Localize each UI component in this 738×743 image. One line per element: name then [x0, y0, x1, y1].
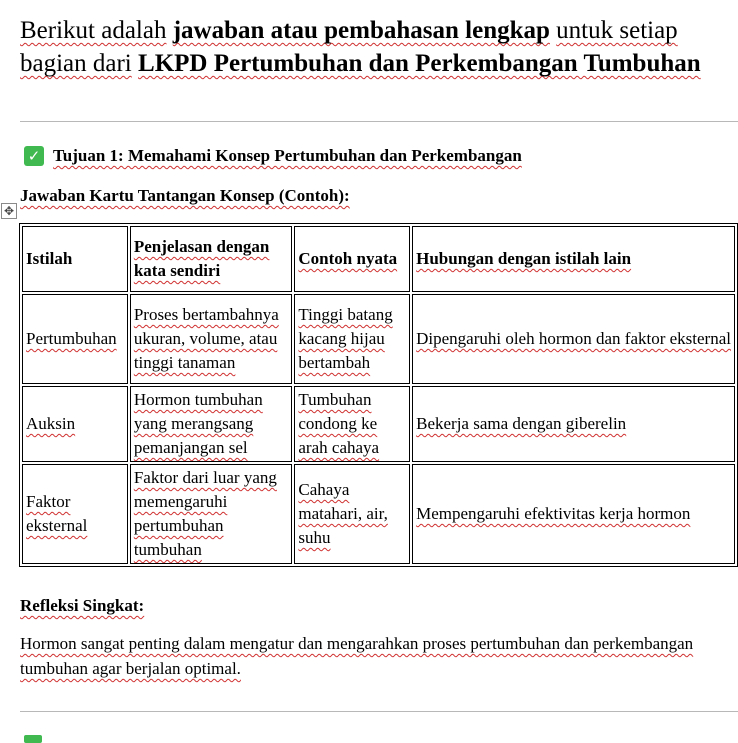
header-cell-penjelasan: Penjelasan dengan kata sendiri	[130, 226, 293, 292]
header-cell-hubungan: Hubungan dengan istilah lain	[412, 226, 735, 292]
concept-challenge-table	[19, 223, 738, 567]
table-cell: Dipengaruhi oleh hormon dan faktor eksternal	[412, 294, 735, 384]
table-cell: Tinggi batang kacang hijau bertambah	[294, 294, 410, 384]
table-cell: Mempengaruhi efektivitas kerja hormon	[412, 464, 735, 564]
intro-paragraph	[20, 14, 738, 80]
table-cell: Pertumbuhan	[22, 294, 128, 384]
table-cell: Bekerja sama dengan giberelin	[412, 386, 735, 462]
intro-line-1	[20, 14, 738, 47]
section-heading-tujuan-1	[24, 146, 522, 166]
intro-text-3: bagian dari	[20, 50, 132, 77]
table-row	[22, 464, 735, 564]
table-cell: Hormon tumbuhan yang merangsang pemanjangan sel	[130, 386, 293, 462]
table-cell: Faktor dari luar yang memengaruhi pertumbuhan tumbuhan	[130, 464, 293, 564]
intro-line-2	[20, 47, 738, 80]
move-arrows-icon[interactable]: ✥	[1, 203, 17, 219]
check-mark-button-icon	[24, 735, 42, 743]
table-row	[22, 386, 735, 462]
check-mark-button-icon: ✓	[24, 146, 44, 166]
table-header-row	[22, 226, 735, 292]
table-cell: Proses bertambahnya ukuran, volume, atau tinggi tanaman	[130, 294, 293, 384]
table-title: Jawaban Kartu Tantangan Konsep (Contoh):	[20, 186, 350, 205]
horizontal-divider	[20, 121, 738, 122]
intro-text-1: Berikut adalah	[20, 17, 167, 44]
table-cell: Auksin	[22, 386, 128, 462]
table-row	[22, 294, 735, 384]
header-cell-istilah: Istilah	[22, 226, 128, 292]
horizontal-divider	[20, 711, 738, 712]
intro-text-2: untuk setiap	[556, 17, 678, 44]
section-heading-text: Tujuan 1: Memahami Konsep Pertumbuhan dan Perkembangan	[53, 146, 522, 165]
table-cell: Faktor eksternal	[22, 464, 128, 564]
header-cell-contoh: Contoh nyata	[294, 226, 410, 292]
reflection-text: Hormon sangat penting dalam mengatur dan mengarahkan proses pertumbuhan dan perkembangan tumbuhan agar berjalan optimal.	[20, 634, 694, 678]
intro-bold-2: LKPD Pertumbuhan dan Perkembangan Tumbuhan	[138, 50, 701, 77]
table-cell: Tumbuhan condong ke arah cahaya	[294, 386, 410, 462]
intro-bold-1: jawaban atau pembahasan lengkap	[172, 17, 550, 44]
table-cell: Cahaya matahari, air, suhu	[294, 464, 410, 564]
reflection-heading: Refleksi Singkat:	[20, 596, 145, 615]
